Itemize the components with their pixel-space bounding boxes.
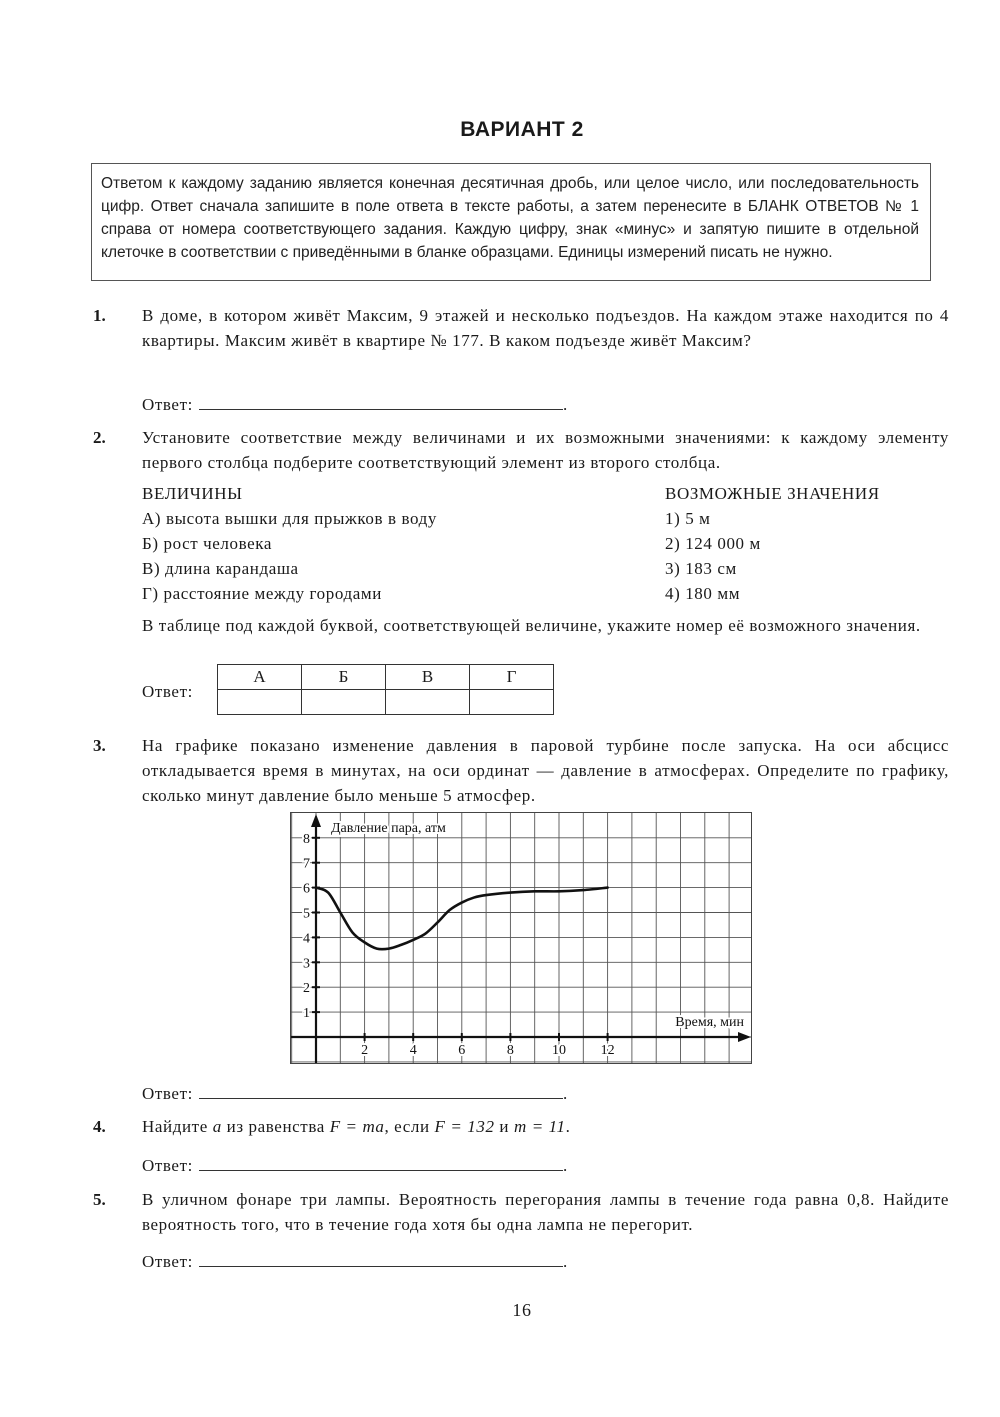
- x-tick-label: 4: [409, 1043, 417, 1058]
- value-item: 1) 5 м: [665, 509, 711, 528]
- y-tick-label: 4: [303, 931, 310, 947]
- y-tick-label: 8: [303, 831, 310, 847]
- quantity-item: В) длина карандаша: [142, 559, 299, 578]
- y-tick-label: 5: [303, 906, 310, 922]
- value-item: 2) 124 000 м: [665, 534, 761, 553]
- quantity-item: Г) расстояние между городами: [142, 584, 382, 603]
- task-number: 4.: [93, 1117, 106, 1136]
- table-letter: Г: [470, 665, 554, 690]
- t4-part: , если: [384, 1117, 435, 1136]
- answer-label: Ответ:: [142, 682, 193, 701]
- t4-var: a: [212, 1117, 222, 1136]
- x-tick-label: 12: [600, 1043, 615, 1058]
- task-5-text: В уличном фонаре три лампы. Вероятность перегорания лампы в течение года равна 0,8. Найдите вероятность того, что в течение года хотя бы одна лампа не перегорит.: [142, 1190, 949, 1234]
- quantities-header: ВЕЛИЧИНЫ: [142, 484, 243, 503]
- quantity-item: А) высота вышки для прыжков в воду: [142, 509, 437, 528]
- task-4-text: [142, 1114, 570, 1139]
- task-1-text: В доме, в котором живёт Максим, 9 этажей и несколько подъездов. На каждом этаже находится по 4 квартиры. Максим живёт в квартире № 177. В каком подъезде живёт Максим?: [142, 306, 949, 350]
- page-title: ВАРИАНТ 2: [460, 118, 584, 141]
- y-tick-label: 7: [303, 856, 310, 872]
- answer-label: Ответ:: [142, 395, 193, 414]
- x-axis-label: Время, мин: [675, 1015, 744, 1030]
- values-header: ВОЗМОЖНЫЕ ЗНАЧЕНИЯ: [665, 484, 880, 503]
- task-3-text: На графике показано изменение давления в паровой турбине после запуска. На оси абсцисс откладывается время в минутах, на оси ординат — давление в атмосферах. Определите по графику, сколько минут давление было меньше 5 атмосфер.: [142, 736, 949, 805]
- answer-field[interactable]: [199, 1080, 563, 1099]
- answer-label: Ответ:: [142, 1084, 193, 1103]
- task-5-answer: [142, 1248, 568, 1274]
- x-tick-label: 2: [361, 1043, 369, 1058]
- answer-field[interactable]: [199, 391, 563, 410]
- y-tick-label: 3: [303, 956, 310, 972]
- x-tick-label: 10: [552, 1043, 566, 1058]
- t4-equation: F = ma: [329, 1117, 385, 1136]
- t4-part: из равенства: [221, 1117, 330, 1136]
- task-1-answer: [142, 391, 568, 417]
- instructions-box: Ответом к каждому заданию является конечная десятичная дробь, или целое число, или последовательность цифр. Ответ сначала запишите в поле ответа в тексте работы, а затем перенесите в БЛАНК ОТВЕТОВ № 1 справа от номера соответствующего задания. Каждую цифру, знак «минус» и запятую пишите в отдельной клеточке в соответствии с приведёнными в бланке образцами. Единицы измерений писать не нужно.: [91, 163, 931, 281]
- answer-cell[interactable]: [470, 690, 554, 715]
- answer-table: [217, 664, 554, 715]
- table-letter: Б: [302, 665, 386, 690]
- table-instruction: В таблице под каждой буквой, соответствующей величине, укажите номер её возможного значения.: [142, 616, 921, 635]
- answer-end: .: [562, 395, 568, 414]
- answer-field[interactable]: [199, 1152, 563, 1171]
- table-letter: А: [218, 665, 302, 690]
- t4-part: .: [565, 1117, 571, 1136]
- t4-condition: F = 132: [434, 1117, 495, 1136]
- y-axis-label: Давление пара, атм: [331, 821, 446, 836]
- pressure-chart: [290, 812, 752, 1064]
- task-number: 1.: [93, 306, 106, 325]
- answer-end: .: [562, 1252, 568, 1271]
- table-letter: В: [386, 665, 470, 690]
- page-number: 16: [512, 1300, 532, 1320]
- task-number: 3.: [93, 736, 106, 755]
- answer-cell[interactable]: [302, 690, 386, 715]
- task-number: 5.: [93, 1190, 106, 1209]
- task-2-text: Установите соответствие между величинами и их возможными значениями: к каждому элементу первого столбца подберите соответствующий элемент из второго столбца.: [142, 428, 949, 472]
- x-tick-label: 6: [458, 1043, 466, 1058]
- y-tick-label: 6: [303, 881, 310, 897]
- answer-end: .: [562, 1156, 568, 1175]
- answer-cell[interactable]: [386, 690, 470, 715]
- chart-svg: [291, 813, 751, 1063]
- y-tick-label: 2: [303, 981, 310, 997]
- t4-part: и: [494, 1117, 514, 1136]
- y-tick-label: 1: [303, 1006, 310, 1022]
- task-number: 2.: [93, 428, 106, 447]
- t4-part: Найдите: [142, 1117, 213, 1136]
- value-item: 3) 183 см: [665, 559, 737, 578]
- answer-cell[interactable]: [218, 690, 302, 715]
- task-3-answer: [142, 1080, 568, 1106]
- task-4-answer: [142, 1152, 568, 1178]
- quantity-item: Б) рост человека: [142, 534, 273, 553]
- answer-field[interactable]: [199, 1248, 563, 1267]
- answer-end: .: [562, 1084, 568, 1103]
- x-tick-label: 8: [506, 1043, 514, 1058]
- y-axis-arrow: [311, 814, 321, 827]
- x-axis-arrow: [738, 1032, 751, 1042]
- t4-condition: m = 11: [513, 1117, 566, 1136]
- answer-label: Ответ:: [142, 1156, 193, 1175]
- value-item: 4) 180 мм: [665, 584, 741, 603]
- answer-label: Ответ:: [142, 1252, 193, 1271]
